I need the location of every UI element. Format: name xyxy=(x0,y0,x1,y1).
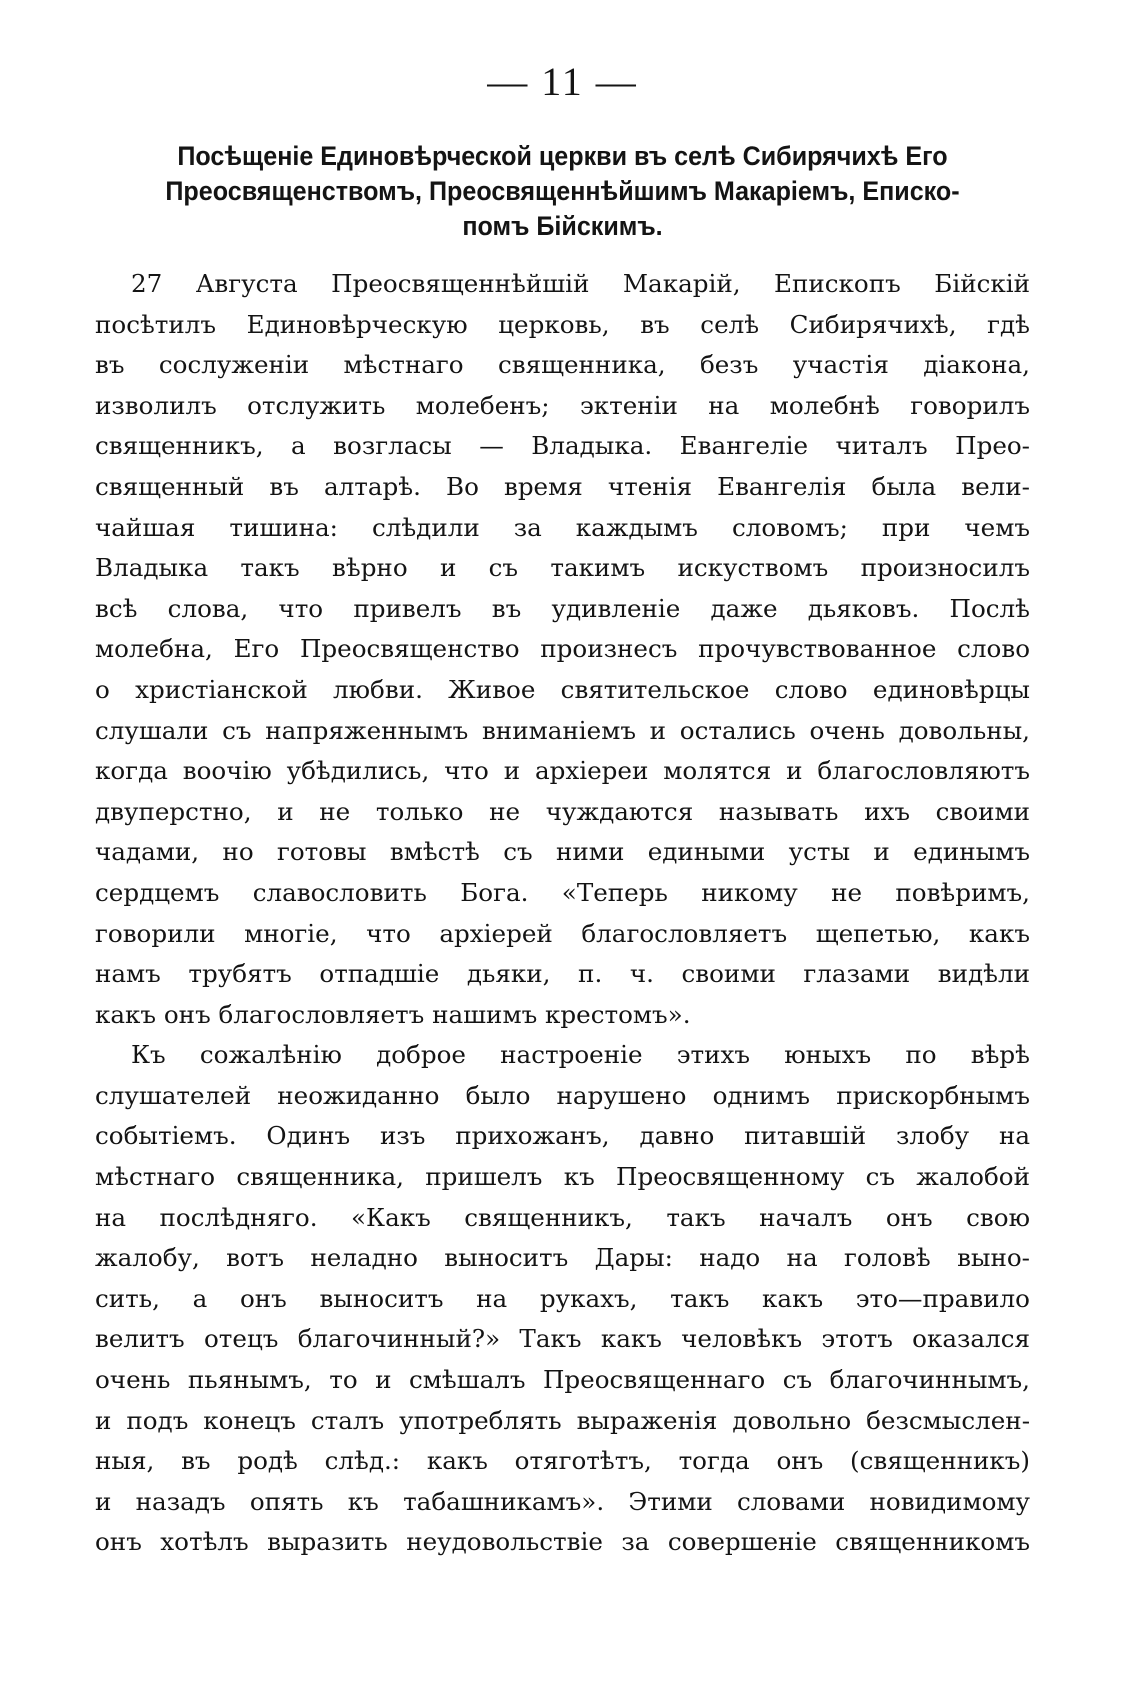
paragraph-2 xyxy=(95,1035,1030,1563)
text-line: двуперстно, и не только не чуждаются называть ихъ своими xyxy=(95,796,1030,826)
text-line: жалобу, вотъ неладно выноситъ Дары: надо на головѣ выно- xyxy=(95,1243,1030,1273)
text-line: всѣ слова, что привелъ въ удивленіе даже дьяковъ. Послѣ xyxy=(95,593,1030,623)
text-line: священный въ алтарѣ. Во время чтенія Евангелія была вели- xyxy=(95,471,1030,501)
text-line: молебна, Его Преосвященство произнесъ прочувствованное слово xyxy=(95,634,1030,664)
text-line: когда воочію убѣдились, что и архіереи молятся и благословляютъ xyxy=(95,756,1030,786)
text-line: чайшая тишина: слѣдили за каждымъ словомъ; при чемъ xyxy=(95,512,1030,542)
text-line: на послѣдняго. «Какъ священникъ, такъ началъ онъ свою xyxy=(95,1202,1030,1232)
text-line: и подъ конецъ сталъ употреблять выраженія довольно безсмыслен- xyxy=(95,1405,1030,1435)
text-line: сить, а онъ выноситъ на рукахъ, такъ какъ это—правило xyxy=(95,1283,1030,1313)
text-line: 27 Августа Преосвященнѣйшій Макарій, Епископъ Бійскій xyxy=(131,269,1030,298)
text-line: въ сослуженіи мѣстнаго священника, безъ участія діакона, xyxy=(95,350,1030,380)
text-line: мѣстнаго священника, пришелъ къ Преосвященному съ жалобой xyxy=(95,1162,1030,1192)
text-line: ныя, въ родѣ слѣд.: какъ отяготѣтъ, тогда онъ (священникъ) xyxy=(95,1446,1030,1476)
heading-line: Преосвященствомъ, Преосвященнѣйшимъ Макаріемъ, Еписко- xyxy=(165,176,960,206)
paragraph-1 xyxy=(95,264,1030,1035)
text-line: Владыка такъ вѣрно и съ такимъ искуствомъ произносилъ xyxy=(95,553,1030,583)
article-heading xyxy=(128,139,998,244)
text-line: посѣтилъ Единовѣрческую церковь, въ селѣ Сибирячихѣ, гдѣ xyxy=(95,309,1030,339)
text-line: слушали съ напряженнымъ вниманіемъ и остались очень довольны, xyxy=(95,715,1030,745)
text-line: о христіанской любви. Живое святительское слово единовѣрцы xyxy=(95,674,1030,704)
text-line: и назадъ опять къ табашникамъ». Этими словами новидимому xyxy=(95,1486,1030,1516)
text-line: велитъ отецъ благочинный?» Такъ какъ человѣкъ этотъ оказался xyxy=(95,1324,1030,1354)
text-line: очень пьянымъ, то и смѣшалъ Преосвященнаго съ благочиннымъ, xyxy=(95,1365,1030,1395)
text-line: сердцемъ славословить Бога. «Теперь никому не повѣримъ, xyxy=(95,877,1030,907)
text-line: какъ онъ благословляетъ нашимъ крестомъ». xyxy=(95,999,691,1029)
text-line: событіемъ. Одинъ изъ прихожанъ, давно питавшій злобу на xyxy=(95,1121,1030,1151)
text-line: чадами, но готовы вмѣстѣ съ ними едиными усты и единымъ xyxy=(95,837,1030,867)
text-line: изволилъ отслужить молебенъ; эктеніи на молебнѣ говорилъ xyxy=(95,390,1030,420)
text-line: Къ сожалѣнію доброе настроеніе этихъ юныхъ по вѣрѣ xyxy=(131,1040,1030,1070)
text-line: слушателей неожиданно было нарушено однимъ прискорбнымъ xyxy=(95,1080,1030,1110)
page-number: — 11 — xyxy=(487,59,638,104)
heading-line: помъ Бійскимъ. xyxy=(462,211,663,241)
heading-line: Посѣщеніе Единовѣрческой церкви въ селѣ Сибирячихѣ Его xyxy=(177,141,948,171)
text-line: намъ трубятъ отпадшіе дьяки, п. ч. своими глазами видѣли xyxy=(95,959,1030,989)
text-line: священникъ, а возгласы — Владыка. Евангеліе читалъ Прео- xyxy=(95,431,1030,461)
text-line: говорили многіе, что архіерей благословляетъ щепетью, какъ xyxy=(95,918,1030,948)
text-line: онъ хотѣлъ выразить неудовольствіе за совершеніе священникомъ xyxy=(95,1527,1030,1557)
